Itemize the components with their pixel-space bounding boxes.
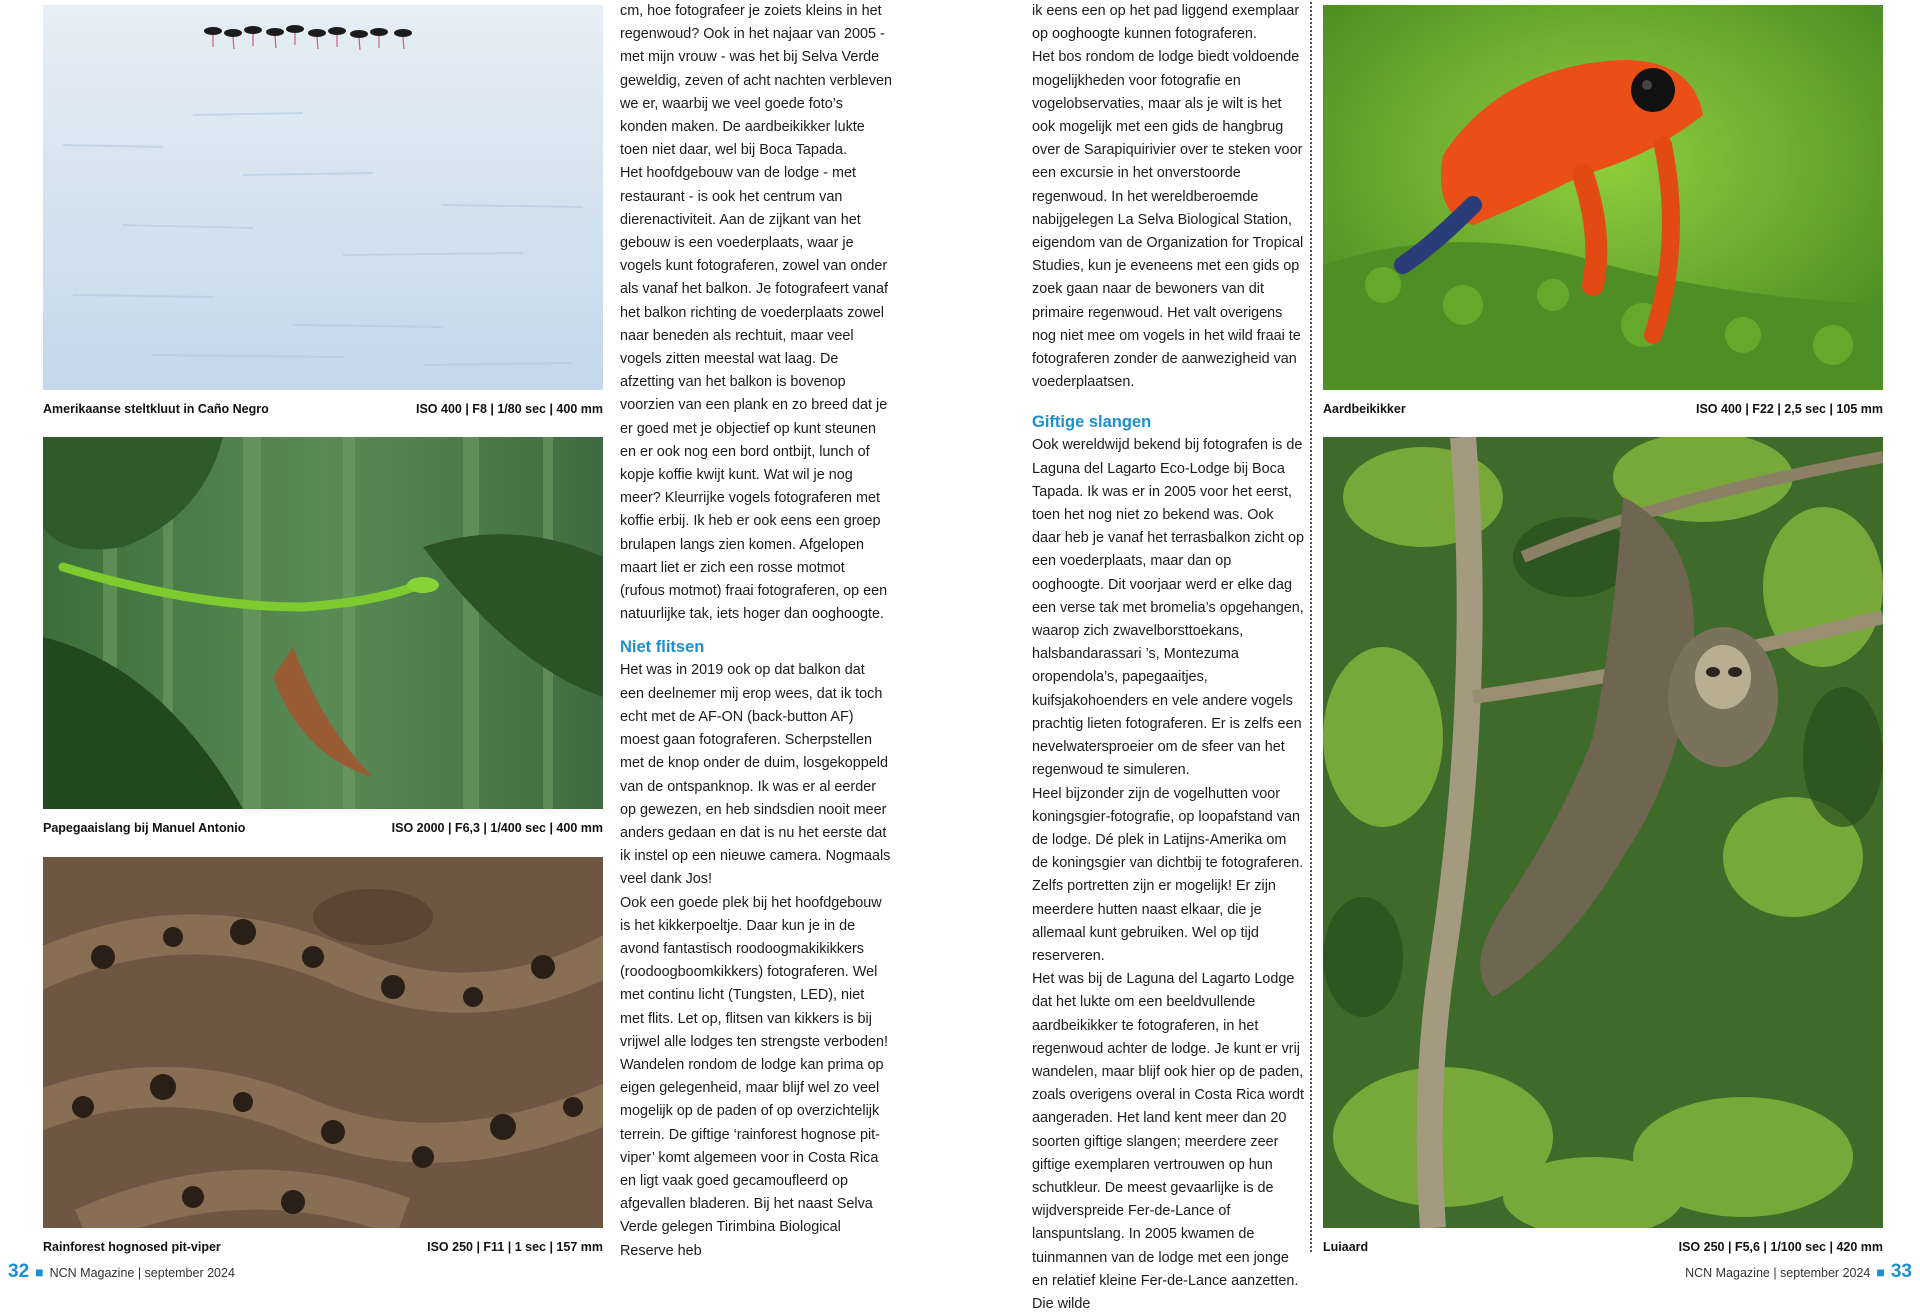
footer-right <box>1685 1261 1912 1283</box>
footer-publication: NCN Magazine | september 2024 <box>1685 1266 1871 1280</box>
stilt-caption <box>43 400 603 418</box>
caption-title: Rainforest hognosed pit-viper <box>43 1240 221 1254</box>
sloth-caption <box>1323 1238 1883 1256</box>
page-number-right: 33 <box>1890 1261 1912 1282</box>
caption-title: Amerikaanse steltkluut in Caño Negro <box>43 402 269 416</box>
section-heading: Giftige slangen <box>1032 413 1152 432</box>
article-column-right <box>1032 0 1304 1316</box>
frog-caption <box>1323 400 1883 418</box>
paragraph: Ook wereldwijd bekend bij fotografen is de Laguna del Lagarto Eco-Lodge bij Boca Tapada. Ik was er in 2005 voor het eerst, toen het nog niet zo bekend was. Ook daar heb je vanaf het terrasbalkon zicht op een voederplaats, maar dan op ooghoogte. Dit voorjaar werd er elke dag een verse tak met bromelia’s opgehangen, waarop zich zwavelborsttoekans, halsbandarassari ’s, Montezuma oropendola’s, papegaaitjes, kuifsjakohoenders en vele andere vogels prachtig lieten fotograferen. Er is zelfs een nevelwatersproeier om de sfeer van het regenwoud te simuleren. <box>1032 437 1304 779</box>
sloth-photo <box>1323 437 1883 1228</box>
pit-viper-photo <box>43 857 603 1228</box>
paragraph: Heel bijzonder zijn de vogelhutten voor koningsgier-fotografie, op loopafstand van de lodge. Dé plek in Latijns-Amerika om de koningsgier van dichtbij te fotograferen. Zelfs portretten zijn er mogelijk! Er zijn meerdere hutten naast elkaar, die je allemaal kunt gebruiken. Wel op tijd reserveren. <box>1032 785 1304 964</box>
caption-title: Papegaaislang bij Manuel Antonio <box>43 821 246 835</box>
caption-title: Luiaard <box>1323 1240 1369 1254</box>
vine-snake-photo <box>43 437 603 809</box>
frog-photo <box>1323 5 1883 390</box>
paragraph: ik eens een op het pad liggend exemplaar op ooghoogte kunnen fotograferen. <box>1032 3 1300 43</box>
paragraph: Het was in 2019 ook op dat balkon dat een deelnemer mij erop wees, dat ik toch echt met de AF-ON (back-button AF) moest gaan fotograferen. Scherpstellen met de knop onder de duim, losgekoppeld van de ontspanknop. Ik was er al eerder op gewezen, en heb sindsdien nooit meer anders gedaan en dat is nu het eerste dat ik instel op een nieuwe camera. Nogmaals veel dank Jos! <box>620 662 891 888</box>
paragraph: Het bos rondom de lodge biedt voldoende mogelijkheden voor fotografie en vogelobservaties, maar als je wilt is het ook mogelijk met een gids de hangbrug over de Sarapiquirivier over te steken voor een excursie in het onverstoorde regenwoud. In het wereldberoemde nabijgelegen La Selva Biological Station, eigendom van de Organization for Tropical Studies, kun je eveneens met een gids op zoek gaan naar de bewoners van dit primaire regenwoud. Het valt overigens nog niet mee om vogels in het wild fraai te fotograferen zonder de aanwezigheid van voederplaatsen. <box>1032 49 1304 391</box>
caption-exif: ISO 2000 | F6,3 | 1/400 sec | 400 mm <box>391 821 603 835</box>
caption-exif: ISO 250 | F11 | 1 sec | 157 mm <box>427 1240 603 1254</box>
paragraph: Het hoofdgebouw van de lodge - met restaurant - is ook het centrum van dierenactiviteit. Aan de zijkant van het gebouw is een voederplaats, waar je vogels kunt fotograferen, zowel van onder als vanaf het balkon. Je fotografeert vanaf het balkon richting de voederplaats zowel naar beneden als rechtuit, maar veel vogels zitten meestal wat laag. De afzetting van het balkon is bovenop voorzien van een plank en zo breed dat je er goed met je objectief op kunt steunen en er ook nog een bord ontbijt, lunch of kopje koffie kwijt kunt. Wat wil je nog meer? Kleurrijke vogels fotograferen met koffie erbij. Ik heb er ook eens een groep brulapen langs zien komen. Afgelopen maart liet er zich een rosse motmot (rufous motmot) fraai fotograferen, op een natuurlijke tak, iets hoger dan ooghoogte. <box>620 165 888 623</box>
bullet-icon: ■ <box>35 1264 44 1280</box>
footer-publication: NCN Magazine | september 2024 <box>49 1266 235 1280</box>
caption-exif: ISO 400 | F22 | 2,5 sec | 105 mm <box>1696 402 1883 416</box>
caption-exif: ISO 250 | F5,6 | 1/100 sec | 420 mm <box>1678 1240 1883 1254</box>
paragraph: cm, hoe fotografeer je zoiets kleins in het regenwoud? Ook in het najaar van 2005 - met mijn vrouw - was het bij Selva Verde geweldig, zeven of acht nachten verbleven we er, waarbij we veel goede foto’s konden maken. De aardbeikikker lukte toen niet daar, wel bij Boca Tapada. <box>620 3 893 159</box>
column-divider <box>1310 2 1312 1252</box>
vine-snake-caption <box>43 819 603 837</box>
caption-title: Aardbeikikker <box>1323 402 1406 416</box>
paragraph: Wandelen rondom de lodge kan prima op eigen gelegenheid, maar blijf wel zo veel mogelijk op de paden of op overzichtelijk terrein. De giftige ‘rainforest hognose pit-viper’ komt algemeen voor in Costa Rica en ligt vaak goed gecamoufleerd op afgevallen bladeren. Bij het naast Selva Verde gelegen Tirimbina Biological Reserve heb <box>620 1056 884 1259</box>
bullet-icon: ■ <box>1876 1264 1885 1280</box>
pit-viper-caption <box>43 1238 603 1256</box>
stilt-photo <box>43 5 603 390</box>
footer-left <box>8 1261 235 1283</box>
article-column-left <box>620 0 892 1263</box>
page-number-left: 32 <box>8 1261 30 1282</box>
paragraph: Het was bij de Laguna del Lagarto Lodge dat het lukte om een beeldvullende aardbeikikker te fotograferen, in het regenwoud achter de lodge. Je kunt er vrij wandelen, maar blijf ook hier op de paden, zoals overigens overal in Costa Rica wordt aangeraden. Het land kent meer dan 20 soorten giftige slangen; meerdere zeer giftige exemplaren vertrouwen op hun schutkleur. De meest gevaarlijke is de wijdverspreide Fer-de-Lance of lanspuntslang. In 2005 kwamen de tuinmannen van de lodge met een jonge en relatief kleine Fer-de-Lance aanzetten. Die wilde <box>1032 971 1304 1312</box>
caption-exif: ISO 400 | F8 | 1/80 sec | 400 mm <box>416 402 603 416</box>
paragraph: Ook een goede plek bij het hoofdgebouw is het kikkerpoeltje. Daar kun je in de avond fantastisch roodoogmakikikkers (roodoogboomkikkers) fotograferen. Wel met continu licht (Tungsten, LED), niet met flits. Let op, flitsen van kikkers is bij vrijwel alle lodges ten strengste verboden! <box>620 894 888 1050</box>
section-heading: Niet flitsen <box>620 638 705 657</box>
